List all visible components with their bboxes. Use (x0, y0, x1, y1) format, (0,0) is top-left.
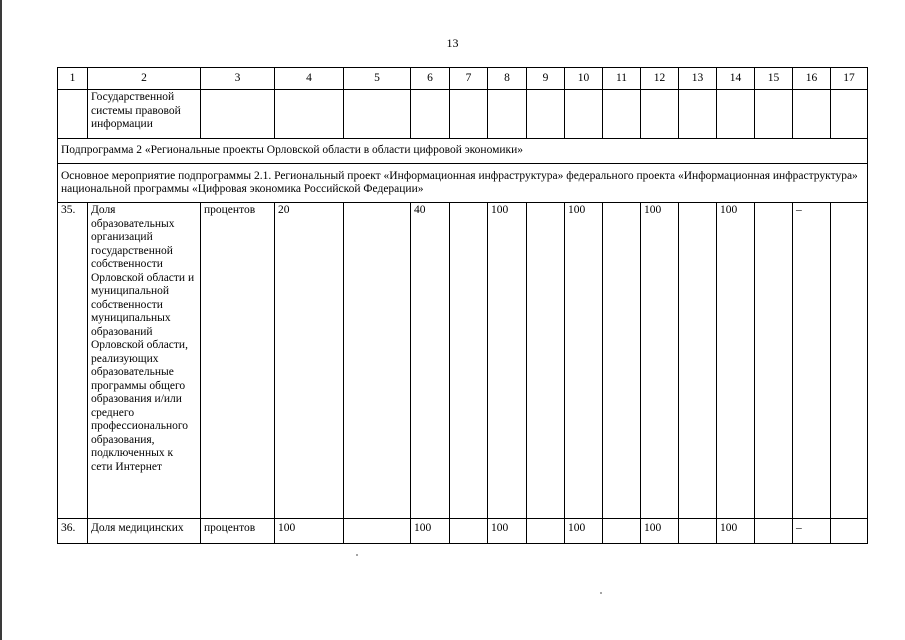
header-cell: 2 (88, 68, 201, 90)
table-cell (275, 90, 344, 139)
value-cell: 100 (275, 519, 344, 544)
scan-speck (356, 554, 358, 556)
header-cell: 11 (603, 68, 641, 90)
subprogram-title: Подпрограмма 2 «Региональные проекты Орловской области в области цифровой экономики» (58, 139, 868, 164)
value-cell: 100 (717, 519, 755, 544)
row-number: 35. (58, 203, 88, 519)
value-cell (603, 519, 641, 544)
value-cell: 100 (641, 519, 679, 544)
value-cell (603, 203, 641, 519)
header-cell: 6 (411, 68, 450, 90)
indicator-name: Доля медицинских (88, 519, 201, 544)
value-cell (344, 203, 411, 519)
value-cell (831, 519, 868, 544)
table-cell (344, 90, 411, 139)
header-cell: 10 (565, 68, 603, 90)
row-number: 36. (58, 519, 88, 544)
measure-row (58, 164, 868, 203)
scan-edge (0, 0, 2, 640)
header-row (58, 68, 868, 90)
value-cell (450, 203, 488, 519)
row-number (58, 90, 88, 139)
value-cell (527, 203, 565, 519)
value-cell (679, 203, 717, 519)
value-cell (450, 519, 488, 544)
scan-speck (600, 592, 602, 594)
header-cell: 8 (488, 68, 527, 90)
table-cell (603, 90, 641, 139)
header-cell: 14 (717, 68, 755, 90)
value-cell (831, 203, 868, 519)
table-cell (641, 90, 679, 139)
value-cell: 100 (411, 519, 450, 544)
header-cell: 13 (679, 68, 717, 90)
indicator-name: Доля образовательных организаций государственной собственности Орловской области и муниципальной собственности муниципальных образований Орловской области, реализующих образовательные программы общего образования и/или среднего профессионального образования, подключенных к сети Интернет (88, 203, 201, 519)
header-cell: 17 (831, 68, 868, 90)
subprogram-row (58, 139, 868, 164)
table-cell (488, 90, 527, 139)
header-cell: 16 (793, 68, 831, 90)
value-cell: – (793, 519, 831, 544)
table-cell (831, 90, 868, 139)
value-cell (527, 519, 565, 544)
table-cell (411, 90, 450, 139)
value-cell: 100 (565, 203, 603, 519)
value-cell: 100 (641, 203, 679, 519)
value-cell (755, 519, 793, 544)
table-row (58, 90, 868, 139)
unit-cell: процентов (201, 519, 275, 544)
table-cell (565, 90, 603, 139)
measure-title: Основное мероприятие подпрограммы 2.1. Региональный проект «Информационная инфраструктура» федерального проекта «Информационная инфраструктура» национальной программы «Цифровая экономика Российской Федерации» (58, 164, 868, 203)
header-cell: 15 (755, 68, 793, 90)
value-cell: 100 (565, 519, 603, 544)
value-cell (679, 519, 717, 544)
unit-cell: процентов (201, 203, 275, 519)
table-cell (755, 90, 793, 139)
header-cell: 1 (58, 68, 88, 90)
indicators-table (57, 67, 868, 544)
table-cell (717, 90, 755, 139)
header-cell: 9 (527, 68, 565, 90)
value-cell (344, 519, 411, 544)
table-cell (793, 90, 831, 139)
value-cell: 100 (717, 203, 755, 519)
table-cell (527, 90, 565, 139)
value-cell: 100 (488, 203, 527, 519)
header-cell: 3 (201, 68, 275, 90)
table-cell (679, 90, 717, 139)
table-cell (450, 90, 488, 139)
table-cell (201, 90, 275, 139)
page-number: 13 (446, 36, 459, 50)
table-row (58, 519, 868, 544)
table-row (58, 203, 868, 519)
indicator-name: Государственной системы правовой информации (88, 90, 201, 139)
header-cell: 12 (641, 68, 679, 90)
value-cell: 20 (275, 203, 344, 519)
value-cell (755, 203, 793, 519)
value-cell: – (793, 203, 831, 519)
value-cell: 100 (488, 519, 527, 544)
header-cell: 7 (450, 68, 488, 90)
header-cell: 5 (344, 68, 411, 90)
value-cell: 40 (411, 203, 450, 519)
header-cell: 4 (275, 68, 344, 90)
